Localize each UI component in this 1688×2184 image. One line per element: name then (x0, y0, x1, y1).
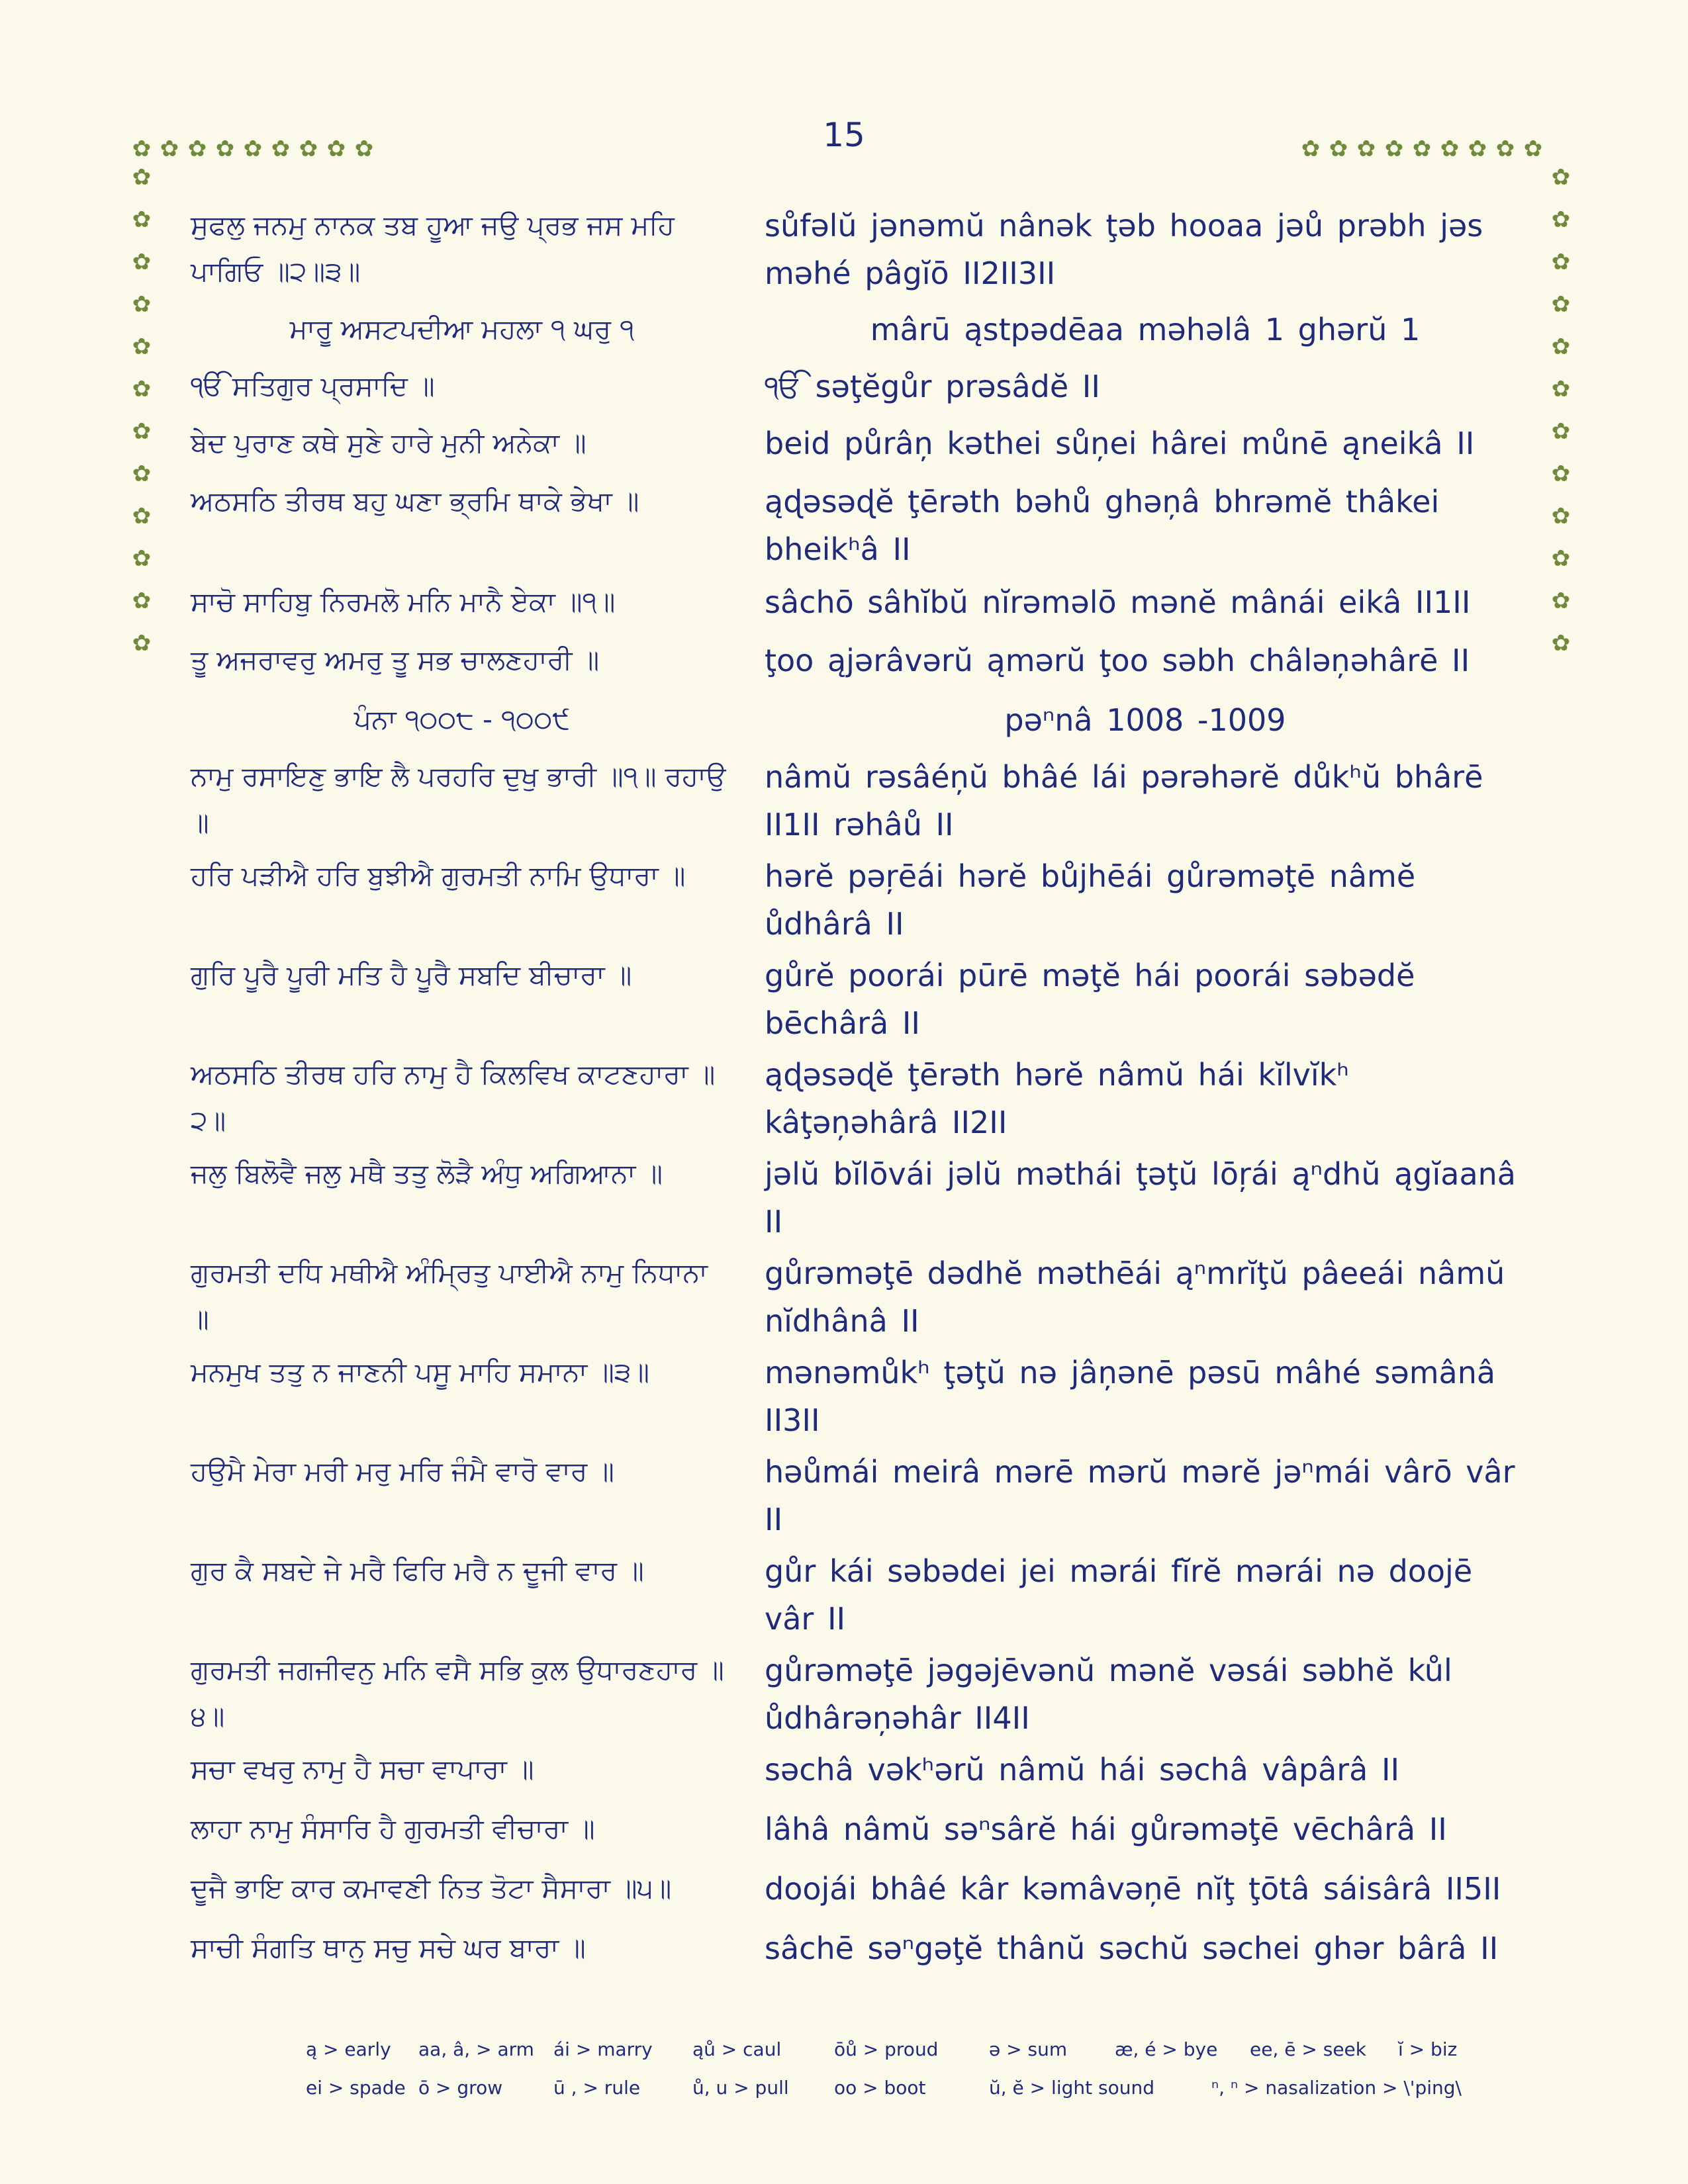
flower-ornament-icon: ✿ (1551, 418, 1571, 445)
gurmukhi-line: ਹਉਮੈ ਮੇਰਾ ਮਰੀ ਮਰੁ ਮਰਿ ਜੰਮੈ ਵਾਰੋ ਵਾਰ ॥ (191, 1455, 614, 1487)
legend-item: ə > sum (989, 2038, 1068, 2060)
flower-ornament-icon: ✿ (1551, 376, 1571, 402)
transliteration-line: ţoo ąjərâvərŭ ąmərŭ ţoo səbh châləņəhârē II (765, 643, 1470, 678)
flower-ornament-icon: ✿ (1356, 136, 1376, 162)
legend-item: ⁿ, ⁿ > nasalization > \'ping\ (1211, 2077, 1462, 2099)
flower-ornament-icon: ✿ (1412, 136, 1432, 162)
flower-ornament-icon: ✿ (1551, 291, 1571, 318)
flower-ornament-icon: ✿ (132, 503, 152, 529)
transliteration-line: doojái bhâé kâr kəmâvəņē nĭţ ţōtâ sáisârâ II5II (765, 1871, 1501, 1907)
flower-ornament-icon: ✿ (132, 136, 152, 162)
flower-ornament-icon: ✿ (271, 136, 291, 162)
flower-ornament-icon: ✿ (132, 249, 152, 275)
flower-ornament-icon: ✿ (1440, 136, 1460, 162)
legend-line (0, 2038, 1688, 2065)
legend-item: oo > boot (834, 2077, 926, 2099)
gurmukhi-line: ਗੁਰਮਤੀ ਜਗਜੀਵਨੁ ਮਨਿ ਵਸੈ ਸਭਿ ਕੁਲ ਉਧਾਰਣਹਾਰ ॥੪॥ (191, 1654, 724, 1732)
legend-item: ū , > rule (553, 2077, 641, 2099)
transliteration-line: mənəmůkʰ ţəţŭ nə jâņənē pəsū mâhé səmânâ II3II (765, 1355, 1496, 1438)
flower-ornament-icon: ✿ (132, 376, 152, 402)
transliteration-line: ąɖəsəɖĕ ţērəth bəhů ghəņâ bhrəmĕ thâkei bheikʰâ II (765, 484, 1440, 567)
transliteration-line: həůmái meirâ mərē mərŭ mərĕ jəⁿmái vârō vâr II (765, 1454, 1515, 1537)
gurmukhi-line: ਨਾਮੁ ਰਸਾਇਣੁ ਭਾਇ ਲੈ ਪਰਹਰਿ ਦੁਖੁ ਭਾਰੀ ॥੧॥ ਰਹਾਉ ॥ (191, 760, 726, 839)
gurmukhi-line: ਸੁਫਲੁ ਜਨਮੁ ਨਾਨਕ ਤਬ ਹੂਆ ਜਉ ਪ੍ਰਭ ਜਸ ਮਹਿ ਪਾਗਿਓ ॥੨॥੩॥ (191, 209, 675, 287)
flower-ornament-icon: ✿ (1551, 206, 1571, 233)
legend-item: ą > early (306, 2038, 391, 2060)
transliteration-line: ąɖəsəɖĕ ţērəth hərĕ nâmŭ hái kĭlvĭkʰ kâţəņəhârâ II2II (765, 1057, 1349, 1140)
flower-ornament-icon: ✿ (1329, 136, 1348, 162)
transliteration-line: pəⁿnâ 1008 -1009 (1004, 702, 1286, 738)
gurmukhi-line: ਹਰਿ ਪੜੀਐ ਹਰਿ ਬੁਝੀਐ ਗੁਰਮਤੀ ਨਾਮਿ ਉਧਾਰਾ ॥ (191, 860, 686, 891)
transliteration-line: jəlŭ bĭlōvái jəlŭ məthái ţəţŭ lōŗái ąⁿdhŭ ągĭaanâ II (765, 1156, 1516, 1240)
flower-ornament-icon: ✿ (1551, 461, 1571, 487)
flower-ornament-icon: ✿ (1384, 136, 1404, 162)
flower-ornament-icon: ✿ (1523, 136, 1543, 162)
transliteration-line: gůrĕ poorái pūrē məţĕ hái poorái səbədĕ bēchârâ II (765, 958, 1415, 1041)
flower-ornament-icon: ✿ (1551, 249, 1571, 275)
transliteration-line: sůfəlŭ jənəmŭ nânək ţəb hooaa jəů prəbh jəs məhé pâgĭō II2II3II (765, 208, 1483, 291)
flower-ornament-icon: ✿ (132, 334, 152, 360)
gurmukhi-line: ਪੰਨਾ ੧੦੦੮ - ੧੦੦੯ (353, 704, 571, 735)
gurmukhi-line: ਤੂ ਅਜਰਾਵਰੁ ਅਮਰੁ ਤੂ ਸਭ ਚਾਲਣਹਾਰੀ ॥ (191, 644, 600, 676)
gurmukhi-line: ਗੁਰ ਕੈ ਸਬਦੇ ਜੇ ਮਰੈ ਫਿਰਿ ਮਰੈ ਨ ਦੂਜੀ ਵਾਰ ॥ (191, 1555, 644, 1586)
flower-ornament-icon: ✿ (1551, 545, 1571, 572)
flower-ornament-icon: ✿ (299, 136, 318, 162)
transliteration-line: gůrəməţē dədhĕ məthēái ąⁿmrĭţŭ pâeeái nâmŭ nĭdhânâ II (765, 1255, 1505, 1339)
gurmukhi-line: ਦੂਜੈ ਭਾਇ ਕਾਰ ਕਮਾਵਣੀ ਨਿਤ ਤੋਟਾ ਸੈਸਾਰਾ ॥੫॥ (191, 1872, 672, 1904)
gurmukhi-line: ਸਾਚੋ ਸਾਹਿਬੁ ਨਿਰਮਲੋ ਮਨਿ ਮਾਨੈ ਏਕਾ ॥੧॥ (191, 586, 616, 617)
gurmukhi-line: ਬੇਦ ਪੁਰਾਣ ਕਥੇ ਸੁਣੇ ਹਾਰੇ ਮੁਨੀ ਅਨੇਕਾ ॥ (191, 427, 586, 459)
legend-item: aa, â, > arm (418, 2038, 534, 2060)
transliteration-line: gůr kái səbədei jei mərái fĭrĕ mərái nə doojē vâr II (765, 1553, 1473, 1637)
flower-ornament-icon: ✿ (1551, 334, 1571, 360)
transliteration-line: sâchō sâhĭbŭ nĭrəməlō mənĕ mânái eikâ II1II (765, 584, 1471, 620)
flower-ornament-icon: ✿ (1301, 136, 1321, 162)
legend-item: æ, é > bye (1115, 2038, 1218, 2060)
flower-ornament-icon: ✿ (1468, 136, 1487, 162)
gurmukhi-line: ੴ ਸਤਿਗੁਰ ਪ੍ਰਸਾਦਿ ॥ (191, 370, 435, 402)
gurmukhi-line: ਸਾਚੀ ਸੰਗਤਿ ਥਾਨੁ ਸਚੁ ਸਚੇ ਘਰ ਬਾਰਾ ॥ (191, 1932, 586, 1964)
transliteration-line: səchâ vəkʰərŭ nâmŭ hái səchâ vâpârâ II (765, 1752, 1400, 1788)
flower-ornament-icon: ✿ (187, 136, 207, 162)
flower-ornament-icon: ✿ (243, 136, 263, 162)
transliteration-line: nâmŭ rəsâéņŭ bhâé lái pərəhərĕ důkʰŭ bhârē II1II rəhâů II (765, 759, 1483, 842)
gurmukhi-line: ਅਠਸਠਿ ਤੀਰਥ ਬਹੁ ਘਣਾ ਭ੍ਰਮਿ ਥਾਕੇ ਭੇਖਾ ॥ (191, 485, 639, 517)
gurmukhi-line: ਗੁਰਿ ਪੂਰੈ ਪੂਰੀ ਮਤਿ ਹੈ ਪੂਰੈ ਸਬਦਿ ਬੀਚਾਰਾ ॥ (191, 959, 632, 991)
flower-ornament-icon: ✿ (132, 206, 152, 233)
gurmukhi-line: ਸਚਾ ਵਖਰੁ ਨਾਮੁ ਹੈ ਸਚਾ ਵਾਪਾਰਾ ॥ (191, 1753, 534, 1785)
flower-ornament-icon: ✿ (1551, 164, 1571, 191)
transliteration-line: mârū ąstpədēaa məhəlâ 1 ghərŭ 1 (870, 312, 1421, 347)
flower-ornament-icon: ✿ (132, 164, 152, 191)
transliteration-line: gůrəməţē jəgəjēvənŭ mənĕ vəsái səbhĕ kůl ůdhârəņəhâr II4II (765, 1653, 1452, 1736)
gurmukhi-line: ਲਾਹਾ ਨਾਮੁ ਸੰਸਾਰਿ ਹੈ ਗੁਰਮਤੀ ਵੀਚਾਰਾ ॥ (191, 1813, 595, 1844)
flower-ornament-icon: ✿ (132, 588, 152, 614)
flower-ornament-icon: ✿ (326, 136, 346, 162)
flower-ornament-icon: ✿ (160, 136, 179, 162)
flower-ornament-icon: ✿ (132, 291, 152, 318)
gurmukhi-line: ਜਲੁ ਬਿਲੋਵੈ ਜਲੁ ਮਥੈ ਤਤੁ ਲੋੜੈ ਅੰਧੁ ਅਗਿਆਨਾ ॥ (191, 1158, 663, 1189)
legend-item: ō > grow (418, 2077, 503, 2099)
gurmukhi-line: ਅਠਸਠਿ ਤੀਰਥ ਹਰਿ ਨਾਮੁ ਹੈ ਕਿਲਵਿਖ ਕਾਟਣਹਾਰਾ ॥੨॥ (191, 1058, 716, 1136)
transliteration-line: ੴ səţĕgůr prəsâdĕ II (765, 369, 1100, 404)
legend-line (0, 2077, 1688, 2103)
gurmukhi-line: ਮਨਮੁਖ ਤਤੁ ਨ ਜਾਣਨੀ ਪਸੂ ਮਾਹਿ ਸਮਾਨਾ ॥੩॥ (191, 1356, 650, 1388)
legend-item: ŭ, ĕ > light sound (989, 2077, 1154, 2099)
legend-item: ei > spade (306, 2077, 406, 2099)
legend-item: ōů > proud (834, 2038, 939, 2060)
page-number: 15 (823, 116, 865, 154)
flower-ornament-icon: ✿ (132, 461, 152, 487)
transliteration-line: hərĕ pəŗēái hərĕ bůjhēái gůrəməţē nâmĕ ůdhârâ II (765, 858, 1416, 942)
flower-ornament-icon: ✿ (1495, 136, 1515, 162)
flower-ornament-icon: ✿ (132, 630, 152, 657)
transliteration-line: beid půrâņ kəthei sůņei hârei můnē ąneikâ II (765, 426, 1475, 461)
legend-item: ąů > caul (692, 2038, 782, 2060)
flower-ornament-icon: ✿ (1551, 630, 1571, 657)
legend-item: ái > marry (553, 2038, 653, 2060)
transliteration-line: lâhâ nâmŭ səⁿsârĕ hái gůrəməţē vēchârâ II (765, 1811, 1447, 1847)
transliteration-line: sâchē səⁿgəţĕ thânŭ səchŭ səchei ghər bârâ II (765, 1931, 1499, 1966)
gurmukhi-line: ਗੁਰਮਤੀ ਦਧਿ ਮਥੀਐ ਅੰਮ੍ਰਿਤੁ ਪਾਈਐ ਨਾਮੁ ਨਿਧਾਨਾ ॥ (191, 1257, 708, 1335)
legend-item: ĭ > biz (1398, 2038, 1458, 2060)
flower-ornament-icon: ✿ (1551, 588, 1571, 614)
flower-ornament-icon: ✿ (215, 136, 235, 162)
legend-item: ů, u > pull (692, 2077, 789, 2099)
gurmukhi-line: ਮਾਰੂ ਅਸਟਪਦੀਆ ਮਹਲਾ ੧ ਘਰੁ ੧ (289, 313, 635, 345)
flower-ornament-icon: ✿ (132, 418, 152, 445)
flower-ornament-icon: ✿ (132, 545, 152, 572)
flower-ornament-icon: ✿ (354, 136, 374, 162)
flower-ornament-icon: ✿ (1551, 503, 1571, 529)
legend-item: ee, ē > seek (1250, 2038, 1366, 2060)
